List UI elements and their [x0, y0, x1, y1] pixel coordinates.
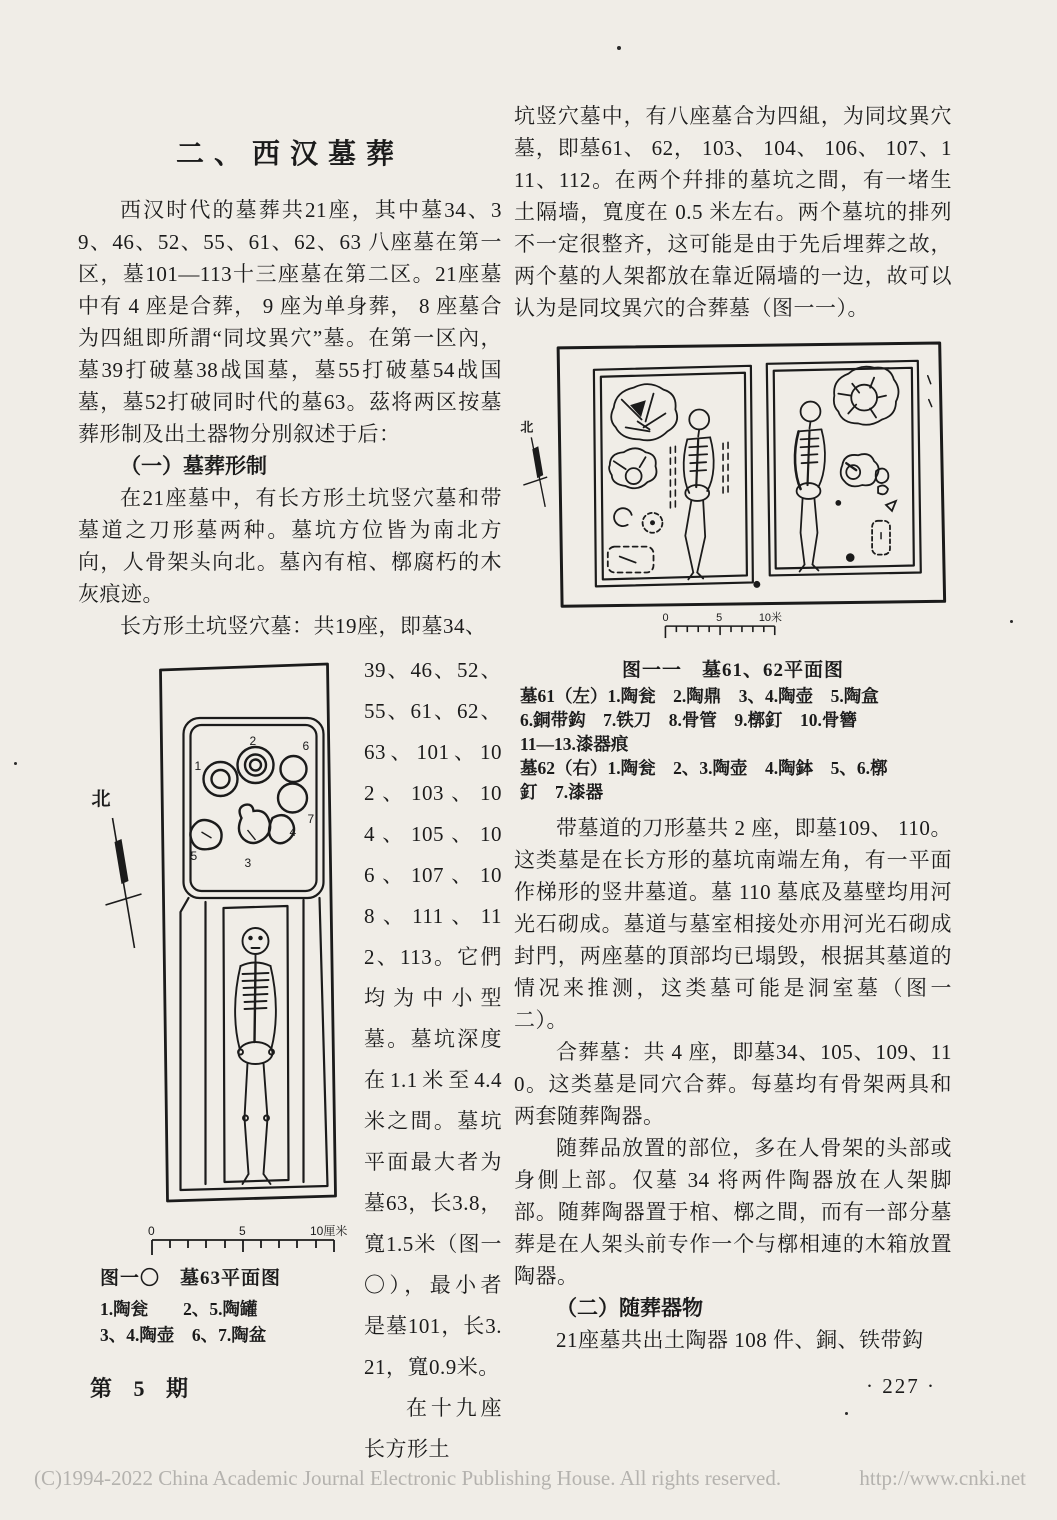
figure-10-block — [78, 650, 362, 1470]
svg-text:0: 0 — [662, 612, 669, 625]
outer-coffin-line — [181, 898, 328, 1190]
svg-text:6: 6 — [302, 739, 310, 753]
skeleton-drawing — [235, 928, 276, 1184]
section-title: 二、西汉墓葬 — [175, 139, 404, 170]
rect-pit-lead-line: 长方形土坑竖穴墓：共19座，即墓34、 — [120, 614, 487, 638]
figure-11-drawing — [514, 336, 952, 646]
figure-11-caption-title: 图一一 墓61、62平面图 — [621, 660, 844, 681]
right-column — [514, 100, 952, 1356]
svg-text:4: 4 — [289, 825, 297, 839]
knife-shape-tomb-paragraph: 带墓道的刀形墓共 2 座，即墓109、 110。这类墓是在长方形的墓坑南端左角，有一平面作梯形的竖井墓道。墓 110 墓底及墓壁均用河光石砌成。墓道与墓室相接处亦用河光石砌成封門，两座墓的頂部均已塌毁，根据其墓道的情况来推测，这类墓可能是洞室墓（图一二）。 — [514, 816, 952, 1032]
watermark-text: (C)1994-2022 China Academic Journal Electronic Publishing House. All rights reserved. — [34, 1466, 782, 1490]
svg-text:7: 7 — [307, 812, 315, 826]
north-arrow-icon — [520, 419, 547, 507]
grave-goods-paragraph: 21座墓共出土陶器 108 件、銅、铁带鈎 — [556, 1328, 924, 1352]
svg-text:5: 5 — [716, 612, 723, 625]
tomb61-contents — [608, 384, 760, 587]
cnki-watermark — [34, 1466, 1026, 1491]
svg-text:10米: 10米 — [758, 612, 782, 625]
tomb61-pit-inner — [601, 373, 747, 580]
rect-pit-continuation: 39、46、52、55、61、62、63、101、102、103、104、105、106、107、108、111、112、113。它們均为中小型墓。墓坑深度在1.1米至4.4米之間。墓坑平面最大者为墓63，长3.8，寬1.5米（图一〇），最小者是墓101，长3.21，寬0.9米。 — [364, 658, 502, 1379]
svg-text:5: 5 — [190, 849, 198, 863]
figure-10-drawing — [78, 650, 350, 1210]
intro-paragraph: 西汉时代的墓葬共21座，其中墓34、39、46、52、55、61、62、63 八座墓在第一区，墓101—113十三座墓在第二区。21座墓中有 4 座是合葬， 9 座为单身葬， 8 座墓合为四組即所謂“同坟異穴”墓。在第一区內，墓39打破墓38战国墓，墓55打破墓54战国墓，墓52打破同时代的墓63。茲将两区按墓葬形制及出土器物分別叙述于后： — [78, 198, 502, 446]
subsection-heading-1: （一）墓葬形制 — [120, 454, 267, 478]
svg-text:1: 1 — [194, 759, 202, 773]
scan-speck — [617, 46, 621, 50]
figure-11-caption-line: 釘 7.漆器 — [520, 782, 604, 802]
svg-text:北: 北 — [520, 419, 534, 435]
tomb62-skeleton — [795, 402, 825, 572]
figure-10-caption-line: 1.陶瓮 2、5.陶罐 — [100, 1299, 258, 1319]
svg-text:3: 3 — [244, 856, 252, 870]
figure-10-caption-line: 3、4.陶壶 6、7.陶盆 — [100, 1325, 267, 1345]
joint-burial-paragraph: 合葬墓：共 4 座，即墓34、105、109、110。这类墓是同穴合葬。每墓均有骨架两具和两套随葬陶器。 — [514, 1040, 952, 1128]
narrow-text-column — [364, 650, 502, 1470]
figure-11-caption-line: 墓61（左）1.陶瓮 2.陶鼎 3、4.陶壶 5.陶盒 — [520, 686, 879, 706]
subsection-heading-2: （二）随葬器物 — [556, 1296, 703, 1320]
tomb-pit-outline — [161, 664, 336, 1201]
footer-issue-number: 第 5 期 — [90, 1376, 197, 1401]
tomb61-skeleton — [684, 410, 714, 580]
svg-text:2: 2 — [249, 734, 257, 748]
footer-page-number: · 227 · — [866, 1374, 936, 1398]
figure-10-caption-title: 图一〇 墓63平面图 — [100, 1268, 282, 1289]
svg-text:北: 北 — [91, 789, 111, 810]
left-column — [78, 132, 502, 1470]
figure-11-caption-line: 6.銅带鈎 7.铁刀 8.骨管 9.槨釘 10.骨簪 — [520, 710, 857, 730]
scan-speck — [845, 1412, 848, 1415]
tomb62-contents — [834, 367, 932, 561]
watermark-url: http://www.cnki.net — [859, 1466, 1026, 1490]
north-arrow-icon — [92, 788, 142, 948]
scan-speck — [14, 762, 17, 765]
tomb61-pit-outer — [594, 366, 753, 587]
figure-11-caption-line: 11—13.漆器痕 — [520, 734, 629, 754]
figure-10-scale-bar — [142, 1223, 352, 1259]
figure-11-scale-bar — [662, 610, 782, 638]
continuation-paragraph: 坑竖穴墓中，有八座墓合为四組，为同坟異穴墓，即墓61、 62， 103、 104、 106、 107、111、112。在两个幷排的墓坑之間，有一堵生土隔墙，寬度在 0.5 米左右。两个墓坑的排列不一定很整齐，这可能是由于先后埋葬之故，两个墓的人架都放在靠近隔墙的一边，故可以认为是同坟異穴的合葬墓（图一一）。 — [514, 104, 952, 320]
grave-goods-position-paragraph: 随葬品放置的部位，多在人骨架的头部或身側上部。仅墓 34 将两件陶器放在人架脚部。随葬陶器置于棺、槨之間，而有一部分墓葬是在人架头前专作一个与槨相連的木箱放置陶器。 — [514, 1136, 952, 1288]
svg-text:10厘米: 10厘米 — [310, 1224, 348, 1238]
figure10-and-text-row — [78, 650, 502, 1470]
svg-text:5: 5 — [239, 1224, 246, 1238]
tomb-form-paragraph: 在21座墓中，有长方形土坑竖穴墓和带墓道之刀形墓两种。墓坑方位皆为南北方向，人骨架头向北。墓內有棺、槨腐朽的木灰痕迹。 — [78, 486, 502, 606]
scan-speck — [1010, 620, 1013, 623]
next-paragraph-start: 在十九座长方形土 — [364, 1396, 502, 1461]
svg-text:0: 0 — [148, 1224, 155, 1238]
figure-11-caption-line: 墓62（右）1.陶瓮 2、3.陶壶 4.陶鉢 5、6.槨 — [520, 758, 888, 778]
